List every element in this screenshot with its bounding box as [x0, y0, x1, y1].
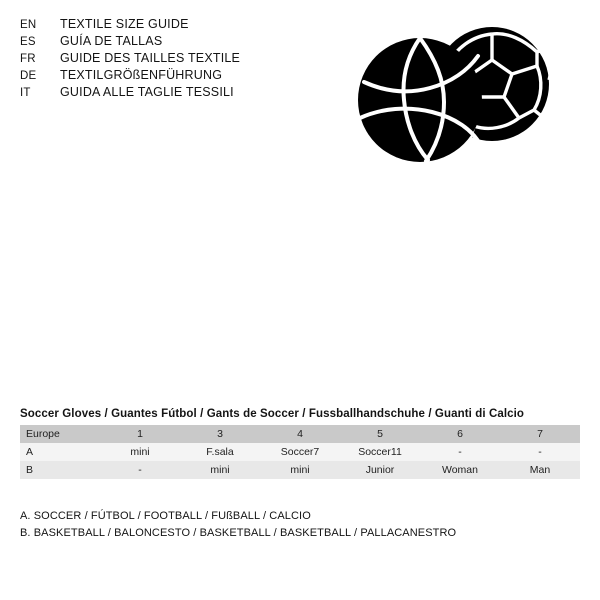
- language-code: DE: [20, 70, 37, 82]
- language-code: FR: [20, 53, 36, 65]
- language-row: [20, 33, 350, 50]
- size-table-section: [20, 408, 580, 479]
- language-row: [20, 16, 350, 33]
- language-code: ES: [20, 36, 36, 48]
- legend-line: A. SOCCER / FÚTBOL / FOOTBALL / FUßBALL / CALCIO: [20, 510, 311, 522]
- basketball-and-soccer-ball-illustration: [352, 22, 562, 177]
- table-header-cell: 5: [340, 425, 420, 443]
- table-row-label: A: [20, 443, 100, 461]
- table-cell: Woman: [420, 461, 500, 479]
- table-header-row: [20, 425, 580, 443]
- legend-line: B. BASKETBALL / BALONCESTO / BASKETBALL / BASKETBALL / PALLACANESTRO: [20, 527, 457, 539]
- table-header-cell: 3: [180, 425, 260, 443]
- language-code: EN: [20, 19, 37, 31]
- size-table: [20, 425, 580, 479]
- table-row: [20, 443, 580, 461]
- language-title: TEXTILGRÖßENFÜHRUNG: [60, 68, 223, 82]
- table-header-cell: 1: [100, 425, 180, 443]
- table-caption: Soccer Gloves / Guantes Fútbol / Gants de Soccer / Fussballhandschuhe / Guanti di Calcio: [20, 408, 525, 420]
- table-cell: -: [420, 443, 500, 461]
- table-cell: Soccer11: [340, 443, 420, 461]
- table-cell: -: [500, 443, 580, 461]
- table-cell: Junior: [340, 461, 420, 479]
- language-row: [20, 84, 350, 101]
- language-title: GUÍA DE TALLAS: [60, 34, 163, 48]
- table-cell: Soccer7: [260, 443, 340, 461]
- table-cell: -: [100, 461, 180, 479]
- table-cell: mini: [260, 461, 340, 479]
- table-cell: mini: [100, 443, 180, 461]
- language-title: GUIDA ALLE TAGLIE TESSILI: [60, 85, 234, 99]
- table-header-cell: 6: [420, 425, 500, 443]
- table-cell: F.sala: [180, 443, 260, 461]
- language-row: [20, 67, 350, 84]
- table-cell: mini: [180, 461, 260, 479]
- language-title: GUIDE DES TAILLES TEXTILE: [60, 51, 241, 65]
- table-cell: Man: [500, 461, 580, 479]
- table-header-cell: 4: [260, 425, 340, 443]
- language-code: IT: [20, 87, 31, 99]
- language-row: [20, 50, 350, 67]
- language-title: TEXTILE SIZE GUIDE: [60, 17, 189, 31]
- table-header-cell: Europe: [20, 425, 100, 443]
- table-header-cell: 7: [500, 425, 580, 443]
- table-row-label: B: [20, 461, 100, 479]
- language-title-list: [20, 16, 350, 101]
- legend: [20, 508, 580, 542]
- table-row: [20, 461, 580, 479]
